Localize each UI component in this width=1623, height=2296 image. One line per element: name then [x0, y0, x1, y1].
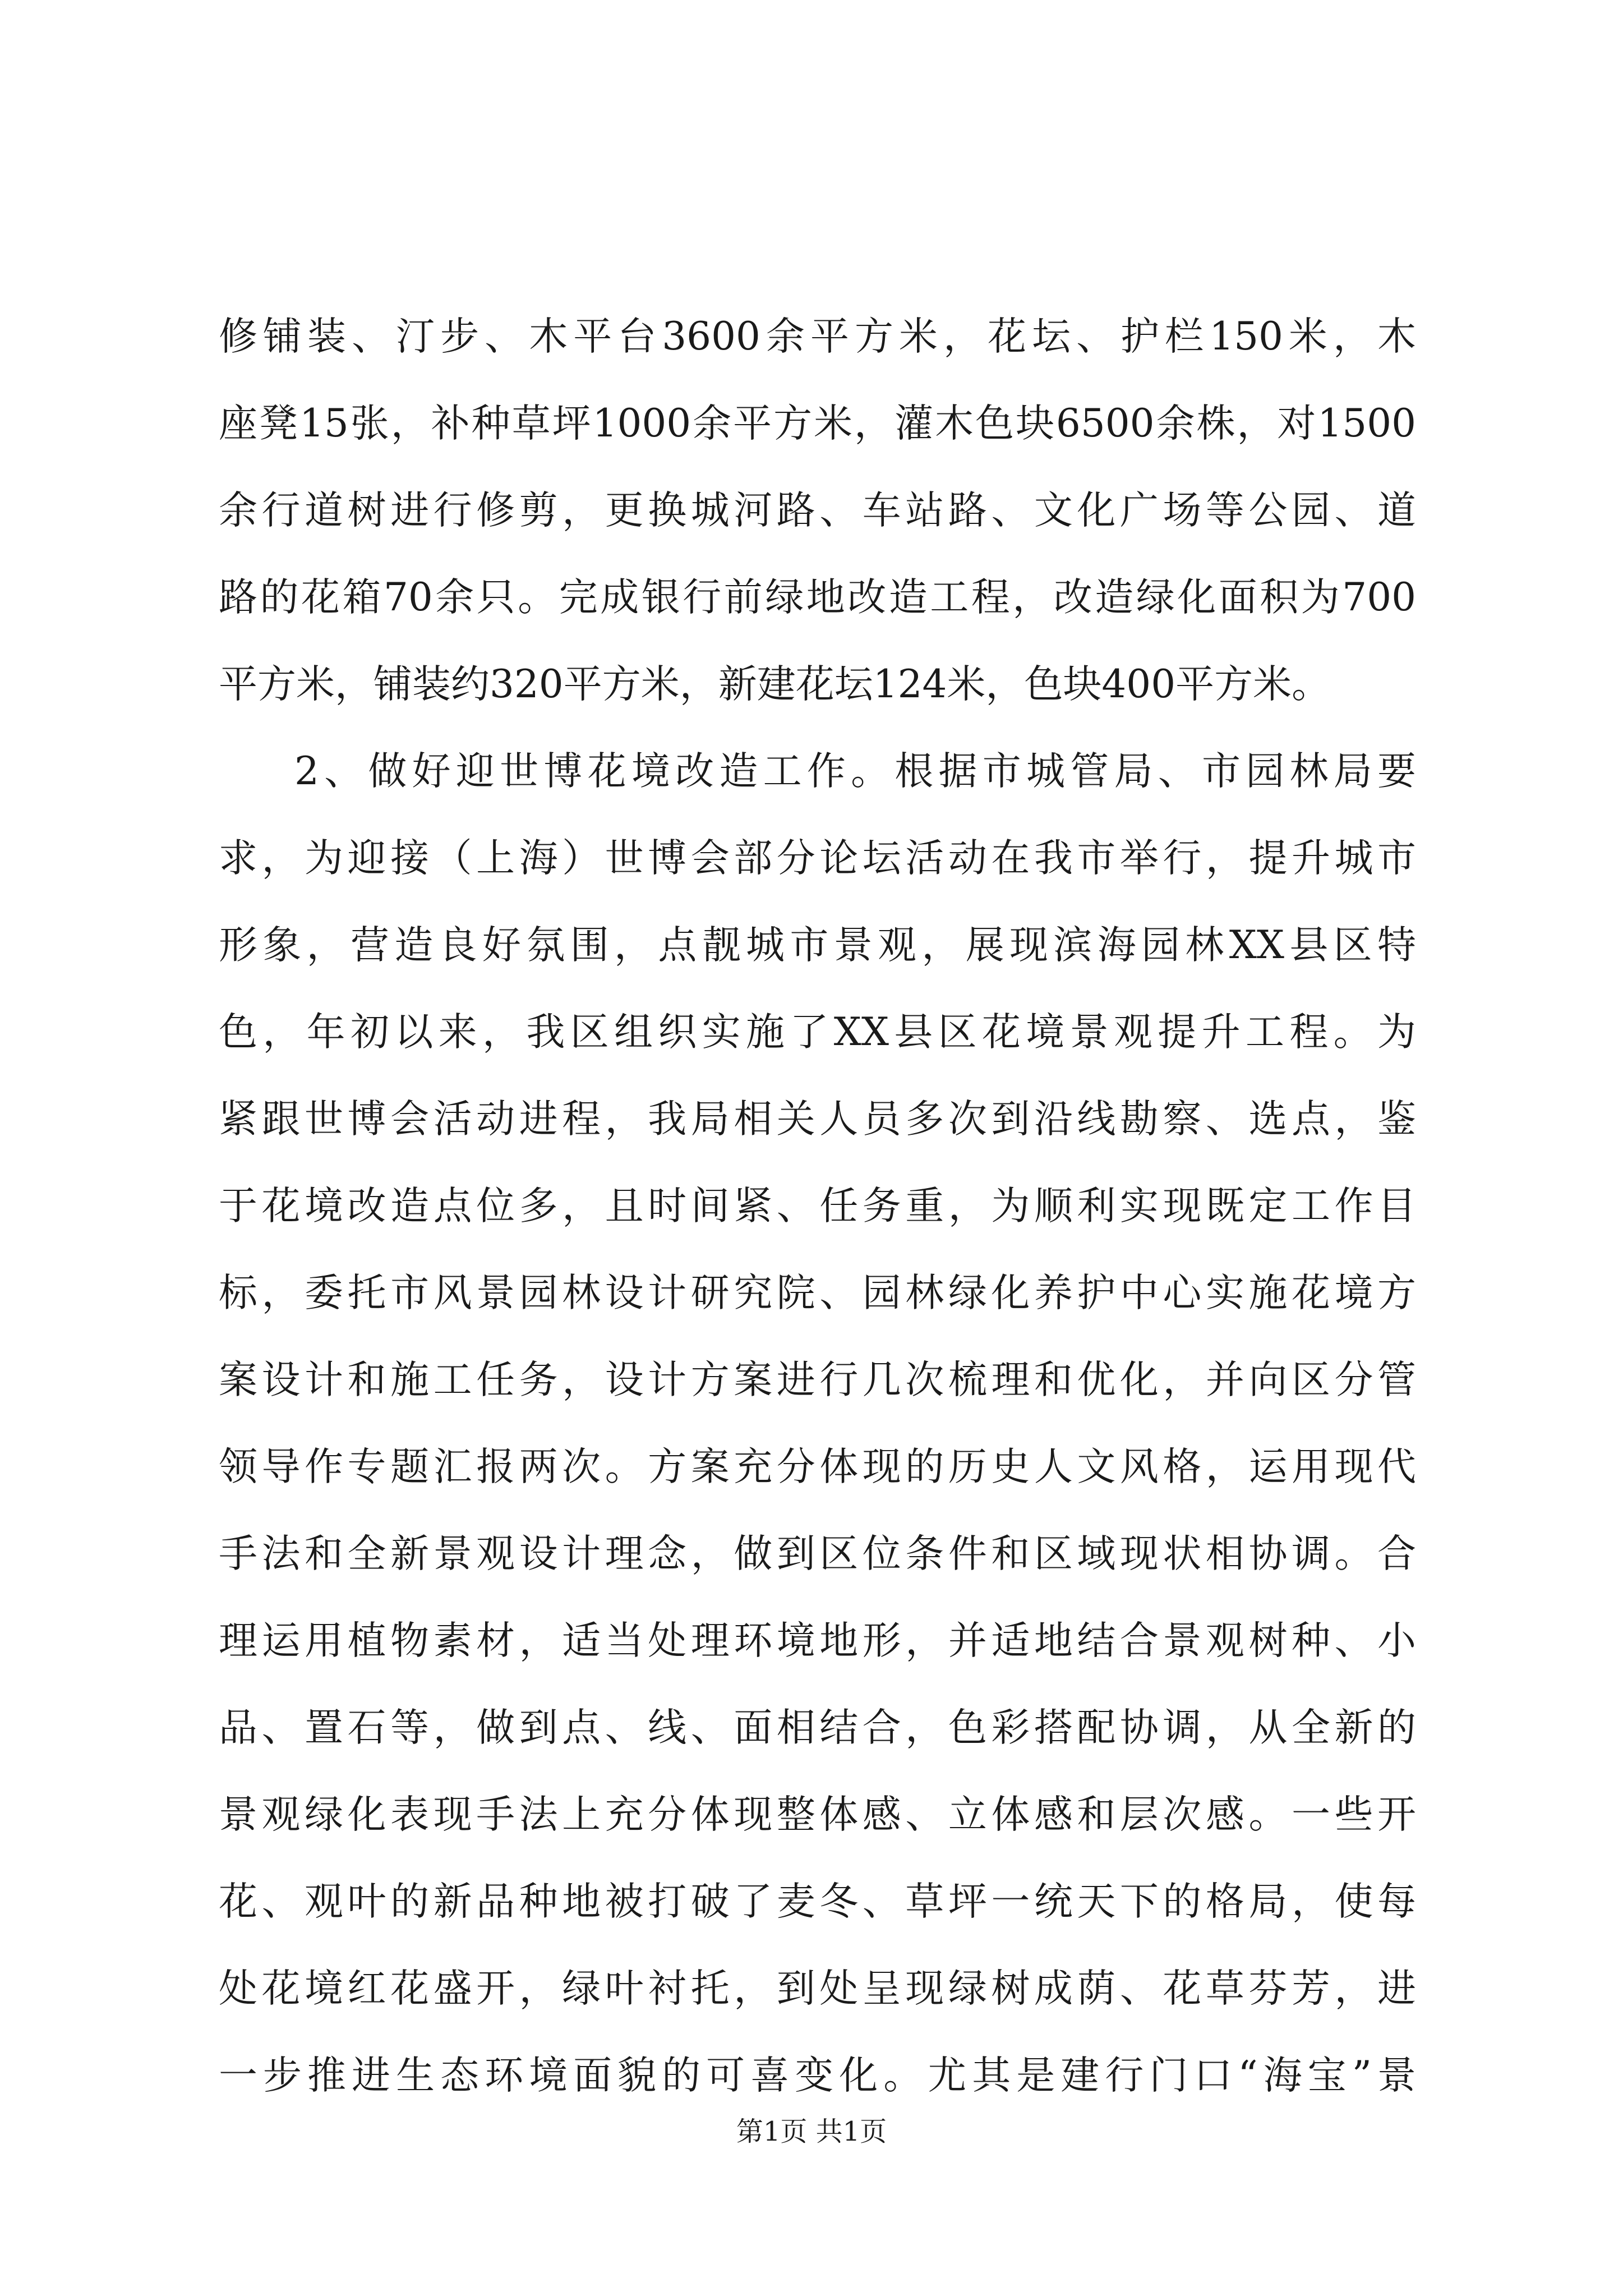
text-line: 求，为迎接（上海）世博会部分论坛活动在我市举行，提升城市	[219, 836, 1416, 881]
text-line: 修铺装、汀步、木平台3600余平方米，花坛、护栏150米，木	[219, 314, 1416, 359]
text-line: 花、观叶的新品种地被打破了麦冬、草坪一统天下的格局，使每	[219, 1879, 1416, 1924]
text-line: 座凳15张，补种草坪1000余平方米，灌木色块6500余株，对1500	[219, 401, 1416, 446]
text-line: 紧跟世博会活动进程，我局相关人员多次到沿线勘察、选点，鉴	[219, 1097, 1416, 1142]
paragraph-first-line: 2、做好迎世博花境改造工作。根据市城管局、市园林局要	[294, 749, 1416, 794]
text-line: 案设计和施工任务，设计方案进行几次梳理和优化，并向区分管	[219, 1358, 1416, 1402]
text-line: 余行道树进行修剪，更换城河路、车站路、文化广场等公园、道	[219, 488, 1416, 533]
text-line: 处花境红花盛开，绿叶衬托，到处呈现绿树成荫、花草芬芳，进	[219, 1966, 1416, 2011]
text-line: 形象，营造良好氛围，点靓城市景观，展现滨海园林XX县区特	[219, 923, 1416, 968]
text-line: 路的花箱70余只。完成银行前绿地改造工程，改造绿化面积为700	[219, 575, 1416, 620]
text-line: 景观绿化表现手法上充分体现整体感、立体感和层次感。一些开	[219, 1792, 1416, 1837]
text-line: 平方米，铺装约320平方米，新建花坛124米，色块400平方米。	[219, 662, 1331, 707]
text-line: 领导作专题汇报两次。方案充分体现的历史人文风格，运用现代	[219, 1444, 1416, 1489]
text-line: 标，委托市风景园林设计研究院、园林绿化养护中心实施花境方	[219, 1271, 1416, 1315]
page-footer: 第1页 共1页	[736, 2116, 887, 2147]
text-line: 色，年初以来，我区组织实施了XX县区花境景观提升工程。为	[219, 1010, 1416, 1055]
text-line: 一步推进生态环境面貌的可喜变化。尤其是建行门口“海宝”景	[219, 2053, 1416, 2098]
text-line: 品、置石等，做到点、线、面相结合，色彩搭配协调，从全新的	[219, 1705, 1416, 1750]
text-line: 于花境改造点位多，且时间紧、任务重，为顺利实现既定工作目	[219, 1184, 1416, 1228]
text-line: 理运用植物素材，适当处理环境地形，并适地结合景观树种、小	[219, 1618, 1416, 1663]
text-line: 手法和全新景观设计理念，做到区位条件和区域现状相协调。合	[219, 1531, 1416, 1576]
